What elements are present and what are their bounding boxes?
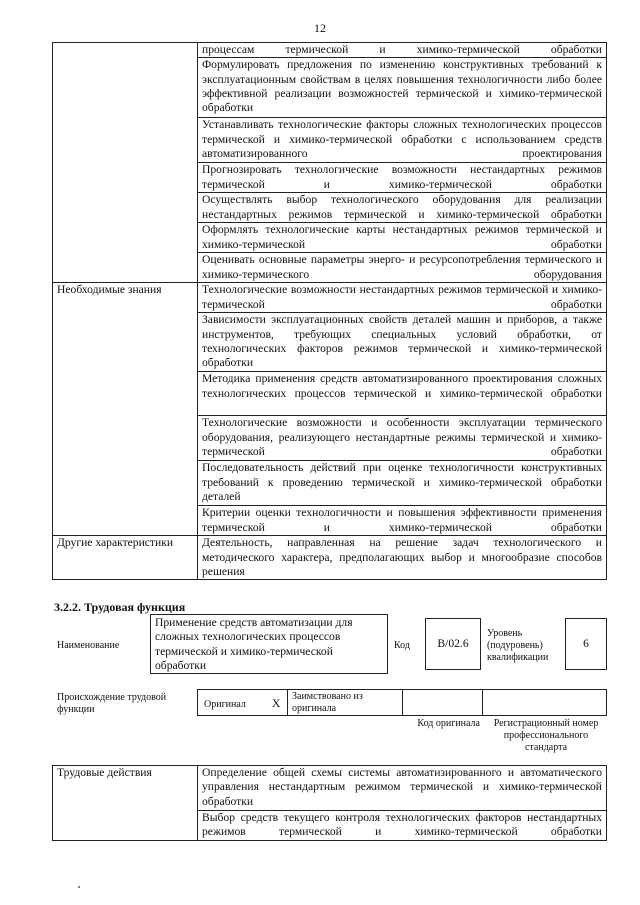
table-cell: Методика применения средств автоматизированного проектирования сложных технологических процессов термической и химико-термической обработки (198, 372, 607, 416)
labor-actions-table (52, 765, 607, 841)
table-cell: Устанавливать технологические факторы сложных технологических процессов термической и химико-термической обработки с использованием средств автоматизированного проектирования (198, 118, 607, 163)
original-mark: X (272, 697, 281, 710)
level-value: 6 (583, 636, 589, 650)
table-cell: Определение общей схемы системы автоматизированного и автоматического управления нестандартным режимом термической и химико-термической обработки (198, 766, 607, 811)
section-title: 3.2.2. Трудовая функция (54, 600, 186, 614)
table-cell: Прогнозировать технологические возможности нестандартных режимов термической и химико-термической обработки (198, 163, 607, 193)
table-cell: Технологические возможности и особенности эксплуатации термического оборудования, реализующего нестандартные режимы термической и химико-термической обработки (198, 416, 607, 461)
table-cell: Последовательность действий при оценке технологичности конструктивных требований к проведению термической и химико-термической обработки деталей (198, 461, 607, 506)
reg-number-caption: Регистрационный номер профессионального стандарта (493, 718, 599, 753)
table-cell: Технологические возможности нестандартных режимов термической и химико-термической обработки (198, 283, 607, 313)
table-cell: Формулировать предложения по изменению конструктивных требований к эксплуатационным свойствам в целях повышения технологичности либо более эффективной реализации возможностей термической и химико-термической обработки (198, 58, 607, 118)
scan-dot (78, 886, 80, 888)
code-box (425, 618, 481, 670)
divider (402, 690, 403, 715)
table-cell: Оформлять технологические карты нестандартных режимов термической и химико-термической обработки (198, 223, 607, 253)
code-label: Код (394, 640, 410, 651)
page-number: 12 (314, 21, 326, 35)
name-label: Наименование (57, 640, 120, 651)
table-cell: процессам термической и химико-термической обработки (198, 43, 607, 58)
divider (287, 690, 288, 715)
level-box (565, 618, 607, 670)
function-name-box (150, 614, 388, 674)
table-cell: Деятельность, направленная на решение задач технологического и методического характера, предполагающих выбор и многообразие способов решения (198, 536, 607, 580)
level-label: Уровень (подуровень) квалификации (487, 628, 549, 663)
table-cell: Критерии оценки технологичности и повышения эффективности применения термической и химико-термической обработки (198, 506, 607, 536)
table-row-label (53, 43, 198, 283)
table-row-label: Необходимые знания (53, 283, 198, 536)
divider (482, 690, 483, 715)
origin-row (197, 689, 607, 716)
skills-table (52, 42, 607, 580)
table-row-label: Трудовые действия (53, 766, 198, 841)
table-cell: Осуществлять выбор технологического оборудования для реализации нестандартных режимов термической и химико-термической обработки (198, 193, 607, 223)
code-value: В/02.6 (437, 636, 469, 650)
origin-label: Происхождение трудовой функции (57, 692, 167, 715)
table-cell: Оценивать основные параметры энерго- и ресурсопотребления термического и химико-термического оборудования (198, 253, 607, 283)
table-cell: Выбор средств текущего контроля технологических факторов нестандартных режимов термической и химико-термической обработки (198, 811, 607, 841)
table-row-label: Другие характеристики (53, 536, 198, 580)
table-cell: Зависимости эксплуатационных свойств деталей машин и приборов, а также инструментов, требующих специальных условий обработки, от технологических факторов режимов термической и химико-термической обработки (198, 313, 607, 372)
code-original-caption: Код оригинала (417, 718, 480, 729)
borrowed-label: Заимствовано из оригинала (292, 691, 363, 714)
original-label: Оригинал (204, 699, 246, 710)
function-name-value: Применение средств автоматизации для сложных технологических процессов термической и химико-термической обработки (155, 616, 353, 672)
